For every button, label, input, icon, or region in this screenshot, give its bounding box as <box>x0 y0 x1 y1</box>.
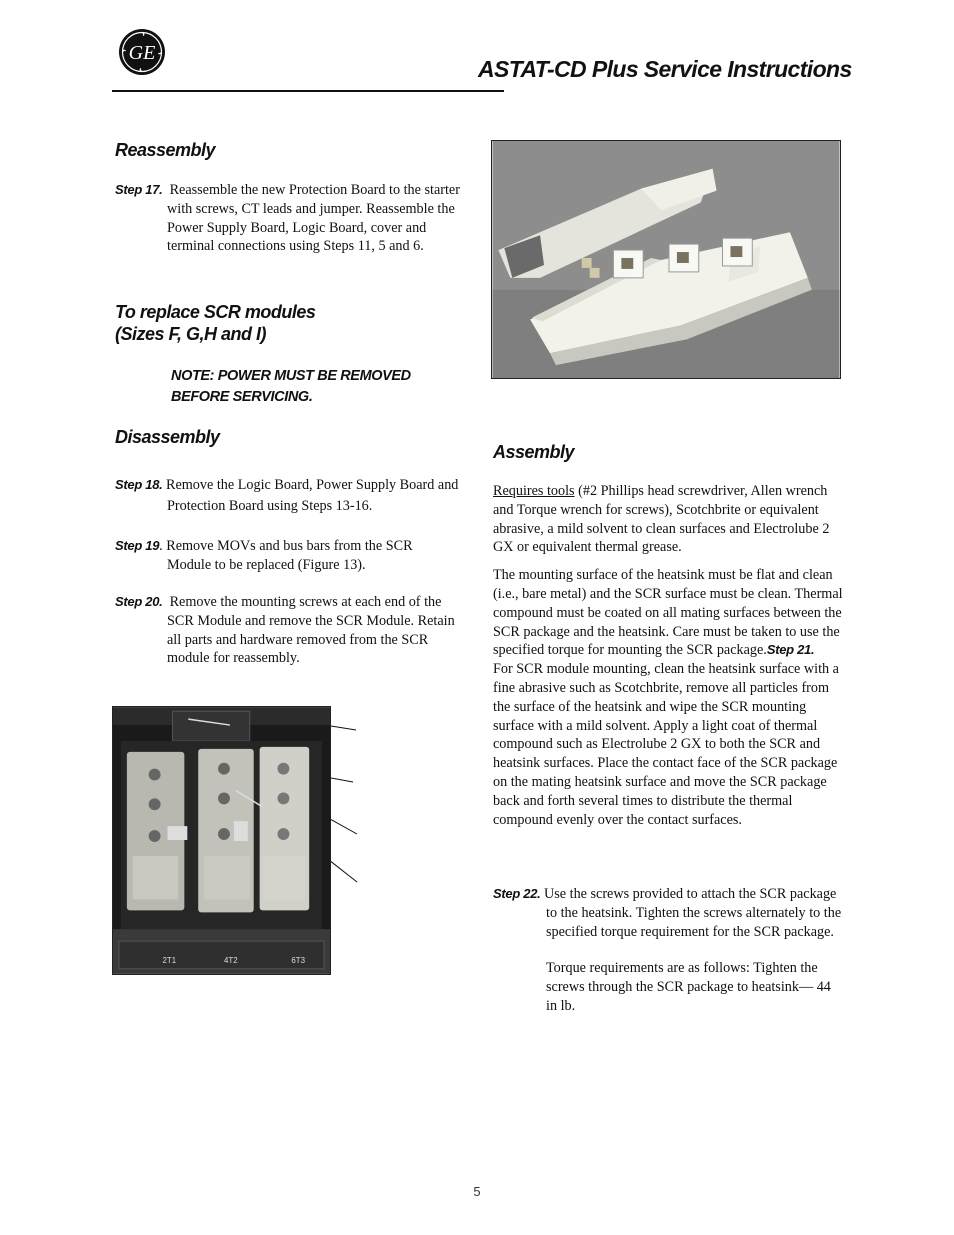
step-19-text: . Remove MOVs and bus bars from the SCR Module to be replaced (Figure 13). <box>159 538 413 573</box>
scr-module-photo <box>491 140 841 379</box>
scr-heading <box>115 301 315 345</box>
step-17-label: Step 17. <box>115 182 163 197</box>
svg-text:GE: GE <box>128 42 156 64</box>
header-rule <box>112 90 504 92</box>
mounting-text-b: For SCR module mounting, clean the heatsink surface with a fine abrasive such as Scotchbrite, remove all particles from the surface of the heatsink and wipe the SCR mounting surface with a mild solvent. Apply a light coat of thermal compound such as Electrolube 2 GX to both the SCR and heatsink surfaces. Place the contact face of the SCR package on the mating heatsink surface and move the SCR package back and forth several times to distribute the thermal compound evenly over the contact surfaces. <box>493 661 839 828</box>
mounting-paragraph <box>493 566 843 829</box>
mounting-text-a: The mounting surface of the heatsink must be flat and clean (i.e., bare metal) and the SCR surface must be clean. Thermal compound must be coated on all mating surfaces between the SCR package and the heatsink. Care must be taken to use the specified torque for mounting the SCR package. <box>493 567 843 659</box>
step-20-label: Step 20. <box>115 594 163 609</box>
starter-scr-photo <box>112 706 331 975</box>
step-17 <box>115 181 460 256</box>
step-22 <box>493 885 843 1016</box>
power-note <box>171 366 461 408</box>
step-20-text: Remove the mounting screws at each end of the SCR Module and remove the SCR Module. Retain all parts and hardware removed from the SCR module for reassembly. <box>167 594 455 667</box>
requires-tools-paragraph <box>493 482 843 557</box>
page-number: 5 <box>473 1184 481 1199</box>
step-22-text: Use the screws provided to attach the SCR package to the heatsink. Tighten the screws alternately to the specified torque requirement for the SCR package. <box>544 886 842 940</box>
step-18-text: Remove the Logic Board, Power Supply Board and Protection Board using Steps 13-16. <box>166 477 459 514</box>
assembly-text <box>493 482 843 838</box>
torque-requirements: Torque requirements are as follows: Tighten the screws through the SCR package to heatsink— 44 in lb. <box>546 960 831 1014</box>
step-18 <box>115 475 460 516</box>
step-17-text: Reassemble the new Protection Board to the starter with screws, CT leads and jumper. Reassemble the Power Supply Board, Logic Board, cover and terminal connections using Steps 11, 5 and 6. <box>167 182 460 255</box>
scr-heading-line1: To replace SCR modules <box>115 302 316 322</box>
step-22-label: Step 22. <box>493 886 541 901</box>
ge-logo-icon <box>118 28 166 76</box>
assembly-heading: Assembly <box>493 442 575 462</box>
note-line1: NOTE: POWER MUST BE REMOVED <box>171 368 411 384</box>
step-21-label: Step 21. <box>766 642 815 658</box>
photo-callout-lines <box>331 706 371 906</box>
requires-tools-text: (#2 Phillips head screwdriver, Allen wrench and Torque wrench for screws), Scotchbrite or equivalent abrasive, a mild solvent to clean surfaces and Electrolube 2 GX or equivalent thermal grease. <box>493 483 830 556</box>
step-19 <box>115 537 460 575</box>
terminal-label-2: 4T2 <box>223 955 238 965</box>
terminal-label-3: 6T3 <box>291 955 305 965</box>
document-title: ASTAT-CD Plus Service Instructions <box>478 56 852 82</box>
step-20 <box>115 593 460 668</box>
step-18-label: Step 18. <box>115 477 163 492</box>
requires-tools-label: Requires tools <box>493 483 575 499</box>
step-19-label: Step 19 <box>115 538 160 553</box>
scr-heading-line2: (Sizes F, G,H and I) <box>115 324 267 344</box>
note-line2: BEFORE SERVICING. <box>171 389 313 405</box>
terminal-label-1: 2T1 <box>162 955 177 965</box>
reassembly-heading: Reassembly <box>115 140 216 160</box>
disassembly-heading: Disassembly <box>115 427 220 447</box>
